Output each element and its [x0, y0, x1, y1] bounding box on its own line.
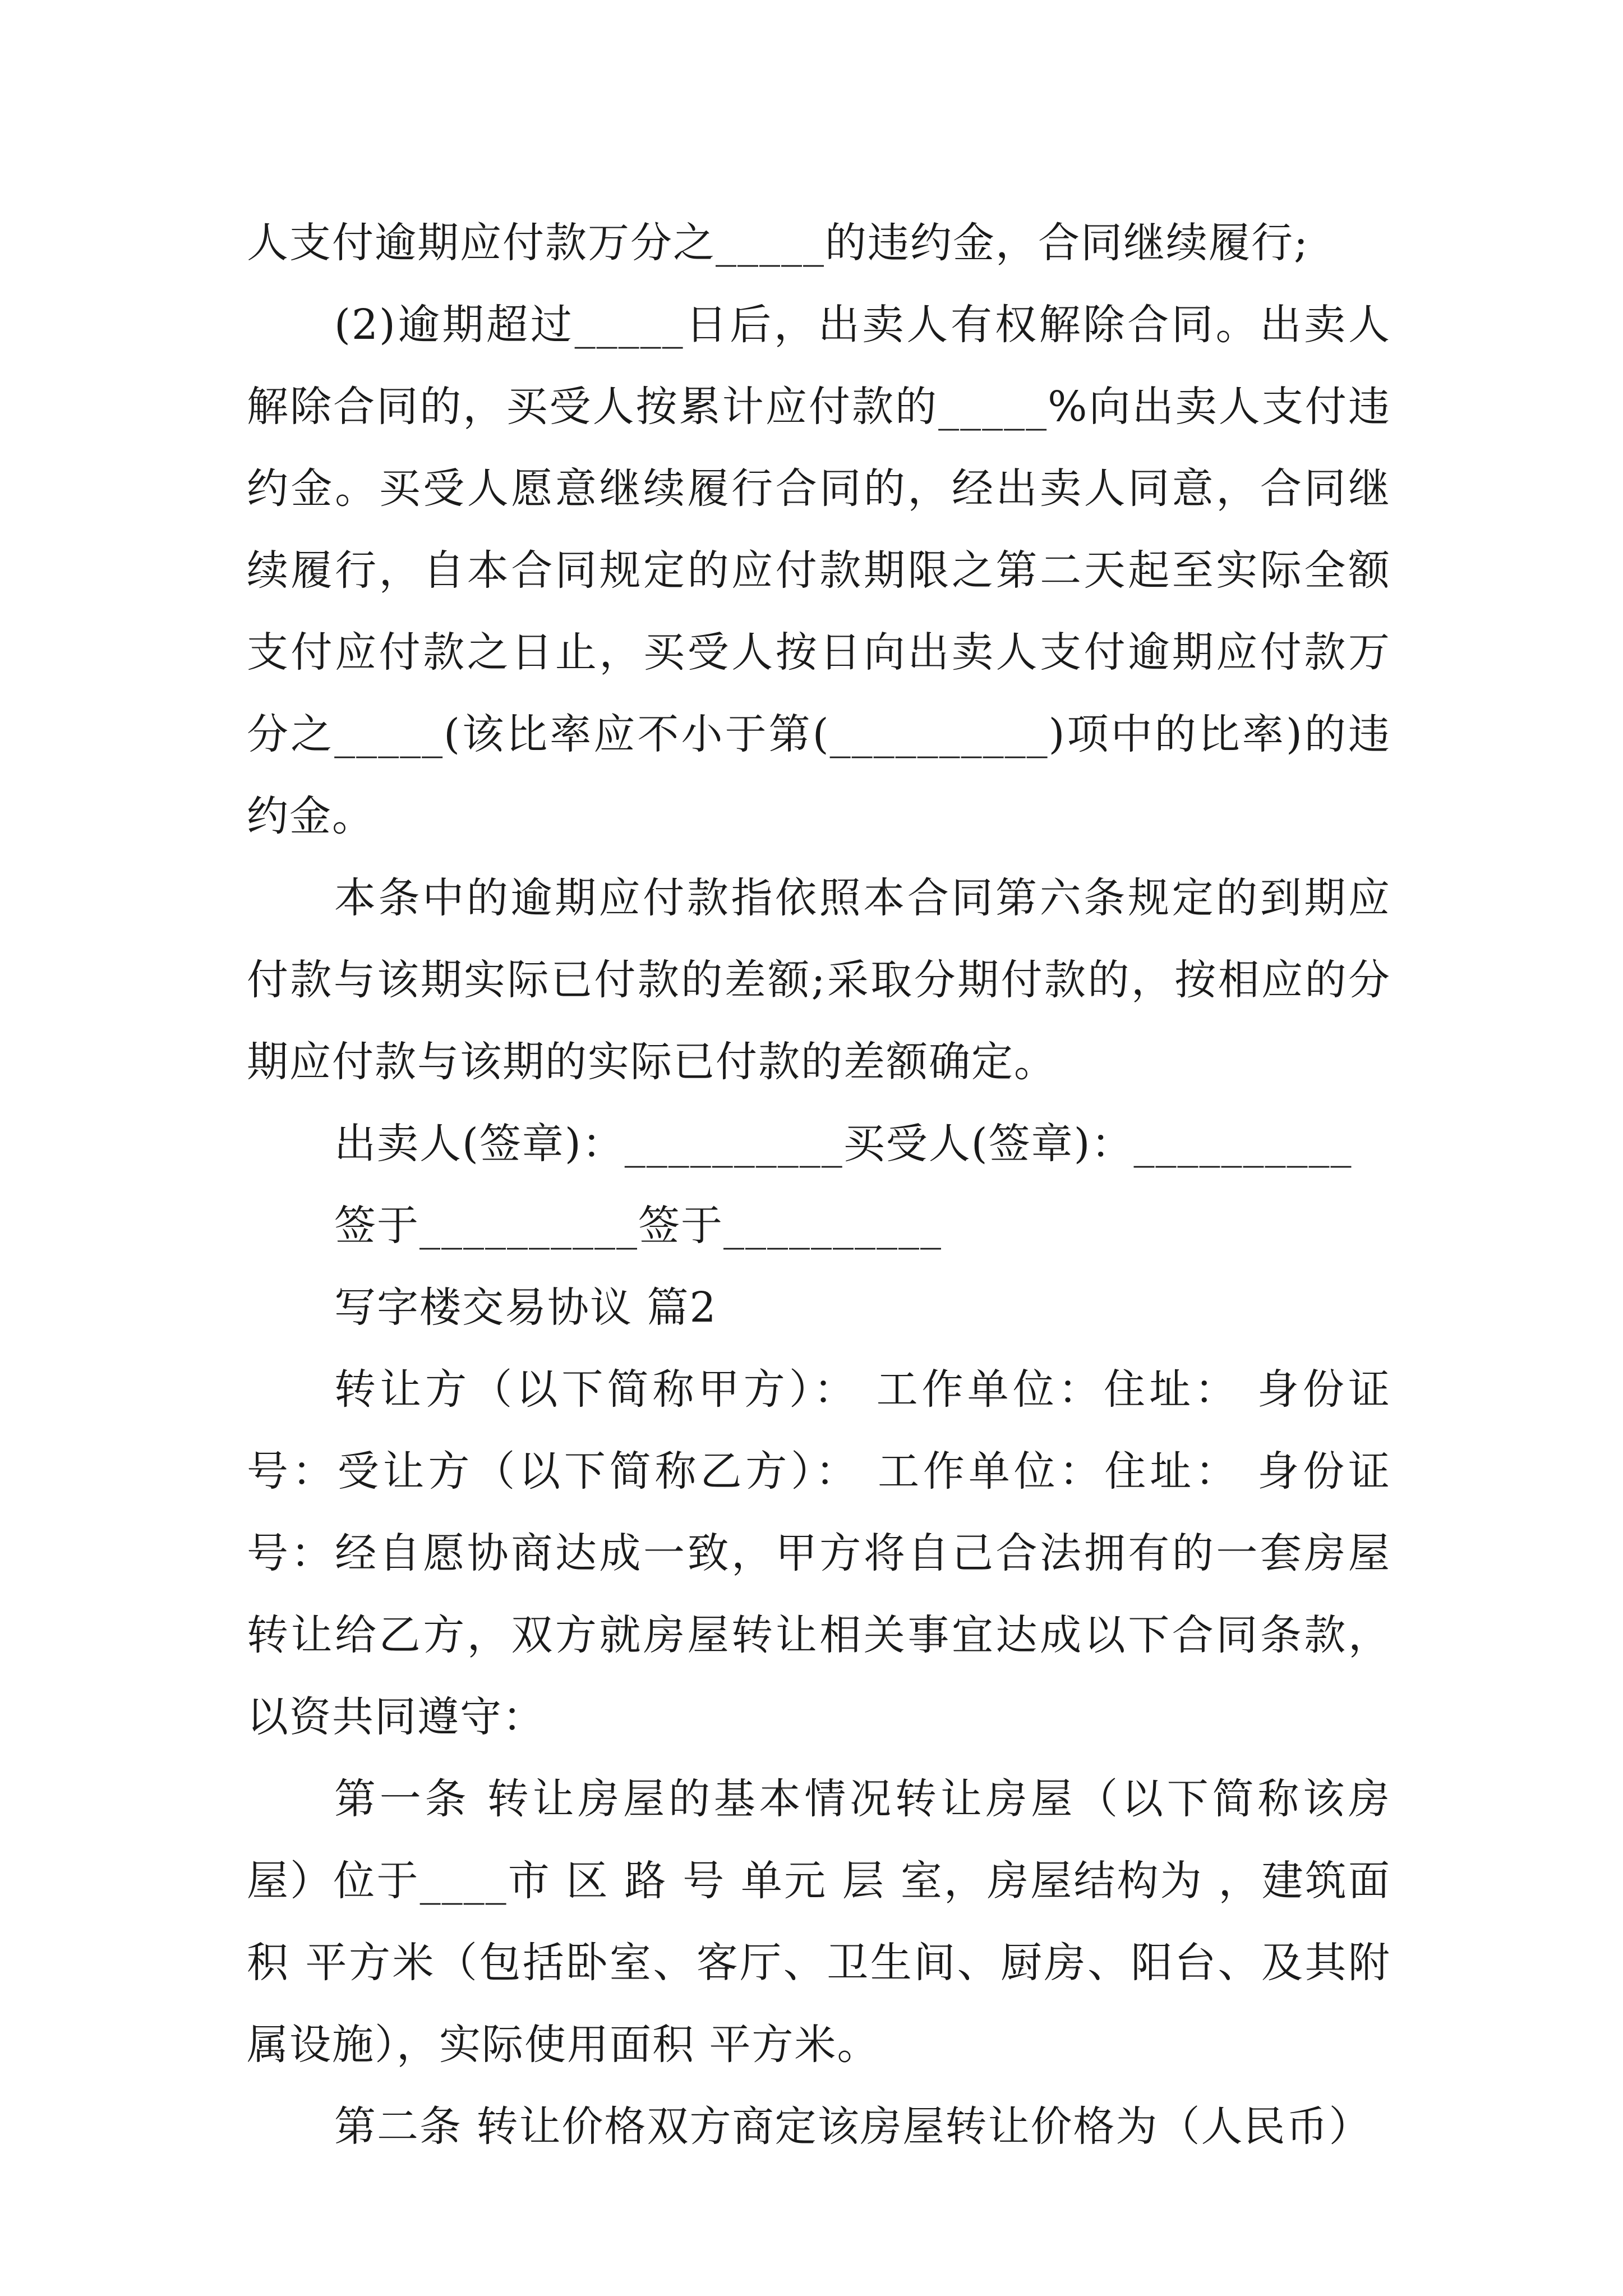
- paragraph-signature-parties: 出卖人(签章)：__________买受人(签章)：__________: [334, 1120, 1353, 1168]
- paragraph-article-two: 第二条 转让价格双方商定该房屋转让价格为（人民币）: [334, 2102, 1372, 2151]
- paragraph-article-one: 第一条 转让房屋的基本情况转让房屋（以下简称该房屋）位于____市 区 路 号 单元 层 室，房屋结构为 ，建筑面积 平方米（包括卧室、客厅、卫生间、厨房、阳台、及其附属设施），实际使用面积 平方米。: [247, 1775, 1391, 2069]
- paragraph-penalty-continuation: 人支付逾期应付款万分之_____的违约金，合同继续履行;: [247, 219, 1309, 267]
- paragraph-signature-location: 签于__________签于__________: [334, 1202, 942, 1250]
- paragraph-parties-intro: 转让方（以下简称甲方）： 工作单位：住址： 身份证号：受让方（以下简称乙方）： 工作单位：住址： 身份证号：经自愿协商达成一致，甲方将自己合法拥有的一套房屋转让给乙方，双方就房屋转让相关事宜达成以下合同条款，以资共同遵守：: [247, 1365, 1391, 1741]
- section-heading: 写字楼交易协议 篇2: [334, 1283, 717, 1332]
- document-body: [247, 202, 1391, 2168]
- paragraph-overdue-definition: 本条中的逾期应付款指依照本合同第六条规定的到期应付款与该期实际已付款的差额;采取分期付款的，按相应的分期应付款与该期的实际已付款的差额确定。: [247, 874, 1391, 1086]
- paragraph-overdue-termination: (2)逾期超过_____日后，出卖人有权解除合同。出卖人解除合同的，买受人按累计应付款的_____%向出卖人支付违约金。买受人愿意继续履行合同的，经出卖人同意，合同继续履行，自本合同规定的应付款期限之第二天起至实际全额支付应付款之日止，买受人按日向出卖人支付逾期应付款万分之_____(该比率应不小于第(__________)项中的比率)的违约金。: [247, 301, 1391, 840]
